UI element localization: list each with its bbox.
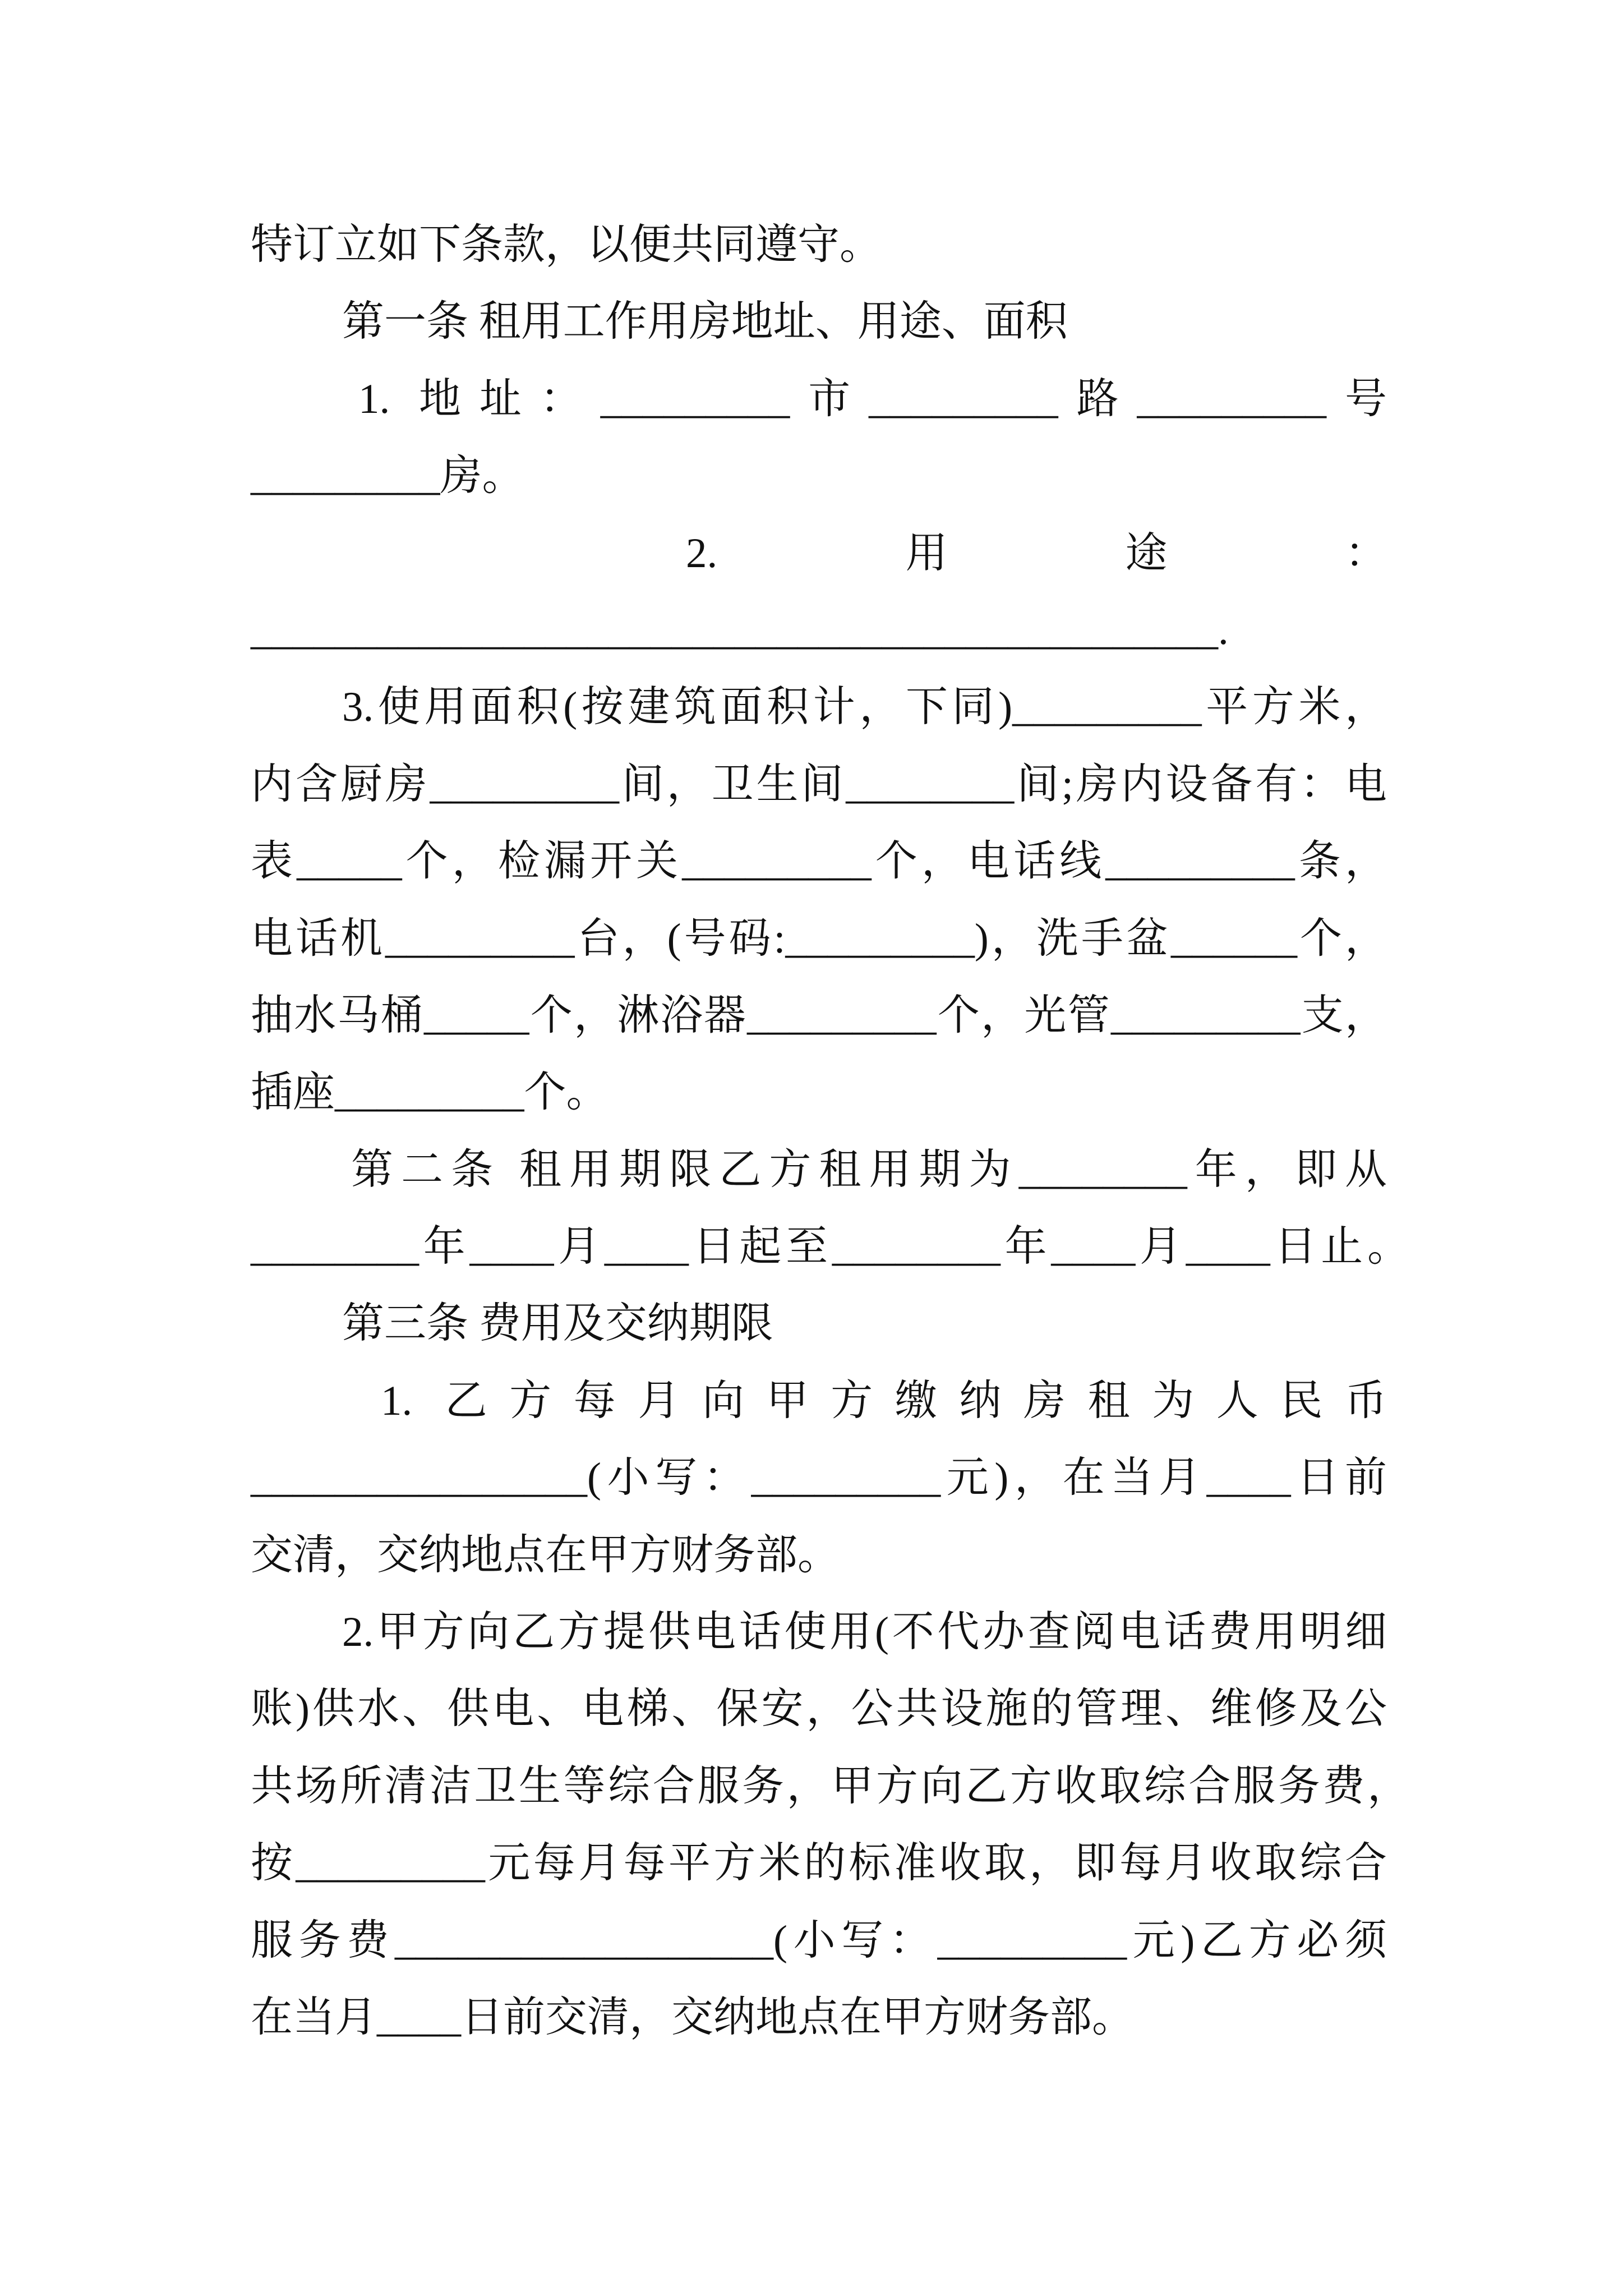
service-fee-line-3: 共场所清洁卫生等综合服务，甲方向乙方收取综合服务费， <box>251 1763 1409 1810</box>
article-1-heading: 第一条 租用工作用房地址、用途、面积 <box>342 298 1068 346</box>
facilities-line-5: 插座_________个。 <box>251 1069 608 1116</box>
facilities-line-1: 内含厨房_________间，卫生间________间;房内设备有：电 <box>251 761 1387 808</box>
facilities-line-2: 表_____个，检漏开关_________个，电话线_________条， <box>251 838 1387 885</box>
article-2-lease-term-line: 第二条 租用期限乙方租用期为________年，即从 <box>351 1146 1387 1193</box>
lease-dates-line: ________年____月____日起至________年____月____日止。 <box>251 1223 1409 1271</box>
rent-amount-line: ________________(小写：_________元)，在当月____日前 <box>251 1455 1387 1502</box>
intro-clause-line: 特订立如下条款，以便共同遵守。 <box>251 222 882 268</box>
area-line: 3.使用面积(按建筑面积计，下同)_________平方米， <box>342 684 1387 731</box>
address-line: 1. 地址：_________市_________路_________号 <box>358 375 1387 422</box>
facilities-line-4: 抽水马桶_____个，淋浴器_________个，光管_________支， <box>251 992 1387 1039</box>
service-fee-line-6: 在当月____日前交清，交纳地点在甲方财务部。 <box>251 1994 1135 2041</box>
service-fee-line-1: 2.甲方向乙方提供电话使用(不代办查阅电话费用明细 <box>342 1609 1387 1656</box>
service-fee-line-2: 账)供水、供电、电梯、保安，公共设施的管理、维修及公 <box>251 1686 1387 1733</box>
address-line-continued: _________房。 <box>251 453 524 500</box>
purpose-line: 2. 用途： <box>686 530 1387 577</box>
article-3-heading: 第三条 费用及交纳期限 <box>342 1300 773 1347</box>
purpose-blank-line: ______________________________________________. <box>251 606 1229 654</box>
service-fee-line-4: 按_________元每月每平方米的标准收取，即每月收取综合 <box>251 1840 1387 1887</box>
contract-body <box>251 206 1409 2056</box>
facilities-line-3: 电话机_________台，(号码:_________)，洗手盆______个， <box>251 915 1387 962</box>
service-fee-line-5: 服务费__________________(小写：_________元)乙方必须 <box>251 1917 1387 1964</box>
rent-line: 1. 乙方每月向甲方缴纳房租为人民币 <box>381 1377 1387 1424</box>
rent-payment-place-line: 交清，交纳地点在甲方财务部。 <box>251 1531 840 1579</box>
